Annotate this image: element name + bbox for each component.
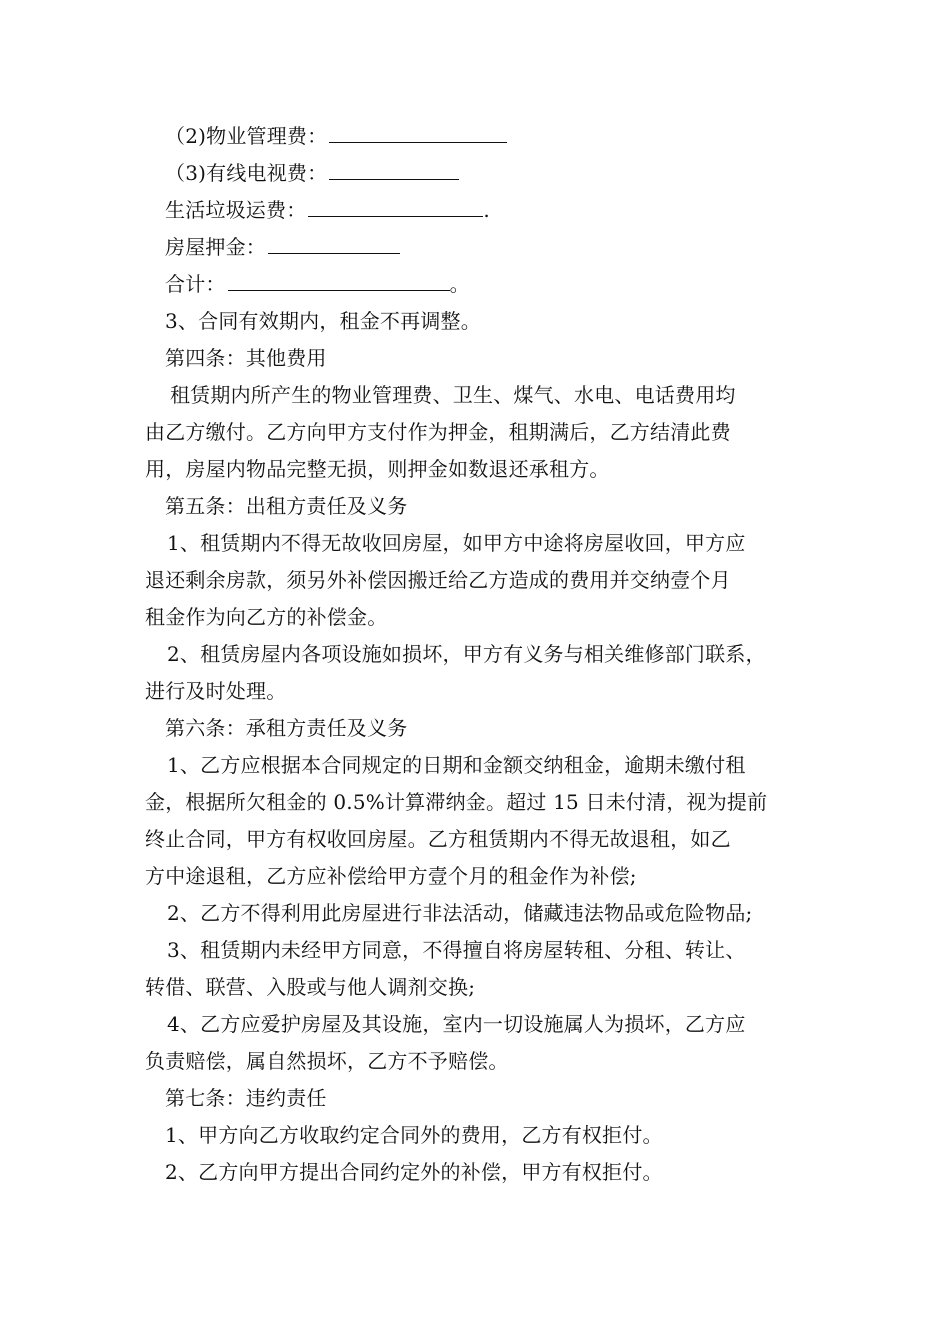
line-text: （3)有线电视费： xyxy=(165,161,328,185)
paragraph-line: 1、租赁期内不得无故收回房屋，如甲方中途将房屋收回，甲方应 xyxy=(167,531,746,555)
line-suffix: . xyxy=(483,198,490,222)
section-heading: 第七条：违约责任 xyxy=(165,1086,327,1110)
line-text: 合计： xyxy=(165,272,226,296)
section-heading: 第六条：承租方责任及义务 xyxy=(165,716,408,740)
paragraph-line: 1、甲方向乙方收取约定合同外的费用，乙方有权拒付。 xyxy=(165,1123,663,1147)
paragraph-line: 3、合同有效期内，租金不再调整。 xyxy=(165,309,481,333)
line-text: 房屋押金： xyxy=(165,235,266,259)
paragraph-line: 用，房屋内物品完整无损，则押金如数退还承租方。 xyxy=(145,457,610,481)
section-heading: 第四条：其他费用 xyxy=(165,346,327,370)
deposit-line xyxy=(145,229,825,266)
fill-in-blank[interactable] xyxy=(228,268,450,291)
paragraph-line: 金，根据所欠租金的 0.5%计算滞纳金。超过 15 日未付清，视为提前 xyxy=(145,790,768,814)
paragraph-line: 由乙方缴付。乙方向甲方支付作为押金，租期满后，乙方结清此费 xyxy=(145,420,731,444)
paragraph-line: 租金作为向乙方的补偿金。 xyxy=(145,605,388,629)
total-line xyxy=(145,266,825,303)
paragraph-line: 2、乙方向甲方提出合同约定外的补偿，甲方有权拒付。 xyxy=(165,1160,663,1184)
paragraph-line: 方中途退租，乙方应补偿给甲方壹个月的租金作为补偿; xyxy=(145,864,637,888)
paragraph-line: 2、租赁房屋内各项设施如损坏，甲方有义务与相关维修部门联系， xyxy=(167,642,766,666)
paragraph-line: 4、乙方应爱护房屋及其设施，室内一切设施属人为损坏，乙方应 xyxy=(167,1012,746,1036)
contract-text xyxy=(145,118,825,1191)
property-management-fee-line xyxy=(145,118,825,155)
paragraph-line: 1、乙方应根据本合同规定的日期和金额交纳租金，逾期未缴付租 xyxy=(167,753,746,777)
section-heading: 第五条：出租方责任及义务 xyxy=(165,494,408,518)
fill-in-blank[interactable] xyxy=(268,231,400,254)
line-suffix: 。 xyxy=(449,272,470,296)
line-text: 生活垃圾运费： xyxy=(165,198,307,222)
cable-tv-fee-line xyxy=(145,155,825,192)
paragraph-line: 2、乙方不得利用此房屋进行非法活动，储藏违法物品或危险物品; xyxy=(167,901,753,925)
fill-in-blank[interactable] xyxy=(308,194,483,217)
paragraph-line: 终止合同，甲方有权收回房屋。乙方租赁期内不得无故退租，如乙 xyxy=(145,827,731,851)
fill-in-blank[interactable] xyxy=(329,157,459,180)
paragraph-line: 转借、联营、入股或与他人调剂交换; xyxy=(145,975,476,999)
paragraph-line: 进行及时处理。 xyxy=(145,679,287,703)
paragraph-line: 3、租赁期内未经甲方同意，不得擅自将房屋转租、分租、转让、 xyxy=(167,938,746,962)
garbage-fee-line xyxy=(145,192,825,229)
paragraph-line: 租赁期内所产生的物业管理费、卫生、煤气、水电、电话费用均 xyxy=(170,383,736,407)
line-text: （2)物业管理费： xyxy=(165,124,328,148)
paragraph-line: 退还剩余房款，须另外补偿因搬迁给乙方造成的费用并交纳壹个月 xyxy=(145,568,731,592)
paragraph-line: 负责赔偿，属自然损坏，乙方不予赔偿。 xyxy=(145,1049,509,1073)
fill-in-blank[interactable] xyxy=(329,120,507,143)
